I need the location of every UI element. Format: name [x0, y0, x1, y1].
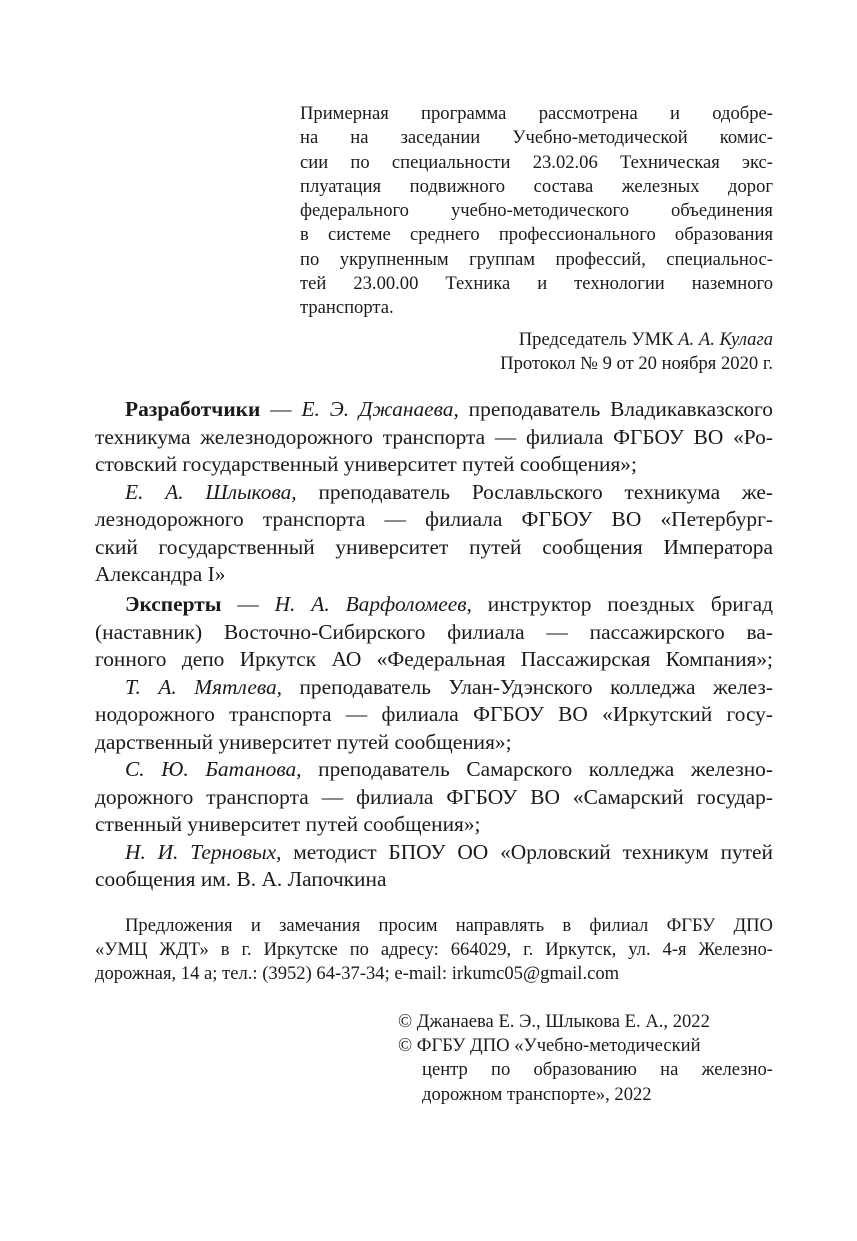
expert-line [95, 674, 773, 702]
approval-paragraph [300, 102, 773, 321]
approval-line: федерального учебно-методического объединения [300, 200, 773, 222]
copyright-line: © Джанаева Е. Э., Шлыкова Е. А., 2022 [398, 1011, 710, 1032]
expert-line [95, 839, 773, 867]
developer-line [95, 396, 773, 424]
copyright-block [398, 1010, 773, 1107]
developer-text: преподаватель Рославльского техникума же- [296, 479, 773, 504]
expert-line: (наставник) Восточно-Сибирского филиала — пассажирского ва- [95, 619, 773, 644]
developer-name: Е. Э. Джанаева, [301, 397, 459, 421]
contact-line: «УМЦ ЖДТ» в г. Иркутске по адресу: 664029, г. Иркутск, ул. 4-я Железно- [95, 939, 773, 961]
approval-signature [300, 328, 773, 377]
developer-line: ский государственный университет путей сообщения Императора [95, 534, 773, 559]
developer-line: лезнодорожного транспорта — филиала ФГБОУ ВО «Петербург- [95, 507, 773, 531]
expert-name: Н. И. Терновых [125, 839, 277, 864]
chair-name: А. А. Кулага [678, 329, 773, 350]
expert-line: дорожного транспорта — филиала ФГБОУ ВО «Самарский государ- [95, 784, 773, 809]
developer-line: Александра I» [95, 562, 226, 586]
expert-line: дарственный университет путей сообщения»; [95, 729, 512, 754]
developer-text: преподаватель Владикавказского [458, 397, 773, 421]
dash: — [221, 592, 275, 616]
expert-name: С. Ю. Батанова, [125, 757, 302, 781]
approval-line: по укрупненным группам профессий, специальнос- [300, 248, 773, 270]
approval-line: на на заседании Учебно-методической комис- [300, 127, 773, 149]
contact-line: Предложения и замечания просим направлять в филиал ФГБУ ДПО [125, 915, 773, 936]
developers-heading: Разработчики [125, 397, 261, 421]
expert-line [95, 591, 773, 619]
experts-section [95, 591, 773, 894]
approval-line: в системе среднего профессионального образования [300, 224, 773, 246]
chair-label: Председатель УМК [518, 329, 679, 350]
developers-section [95, 396, 773, 589]
protocol-line: Протокол № 9 от 20 ноября 2020 г. [500, 353, 773, 375]
expert-line: гонного депо Иркутск АО «Федеральная Пассажирская Компания»; [95, 647, 773, 671]
approval-line: тей 23.00.00 Техника и технологии наземного [300, 273, 773, 295]
developer-name: Е. А. Шлыкова, [125, 479, 297, 504]
expert-text: преподаватель Улан-Удэнского колледжа желез- [282, 674, 773, 699]
expert-text: преподаватель Самарского колледжа железно- [301, 757, 773, 781]
approval-line: плуатация подвижного состава железных дорог [300, 175, 773, 197]
developer-line: техникума железнодорожного транспорта — филиала ФГБОУ ВО «Ро- [95, 424, 773, 449]
contact-paragraph [95, 914, 773, 987]
expert-line: сообщения им. В. А. Лапочкина [95, 867, 387, 891]
expert-name: Т. А. Мятлева, [125, 674, 283, 699]
copyright-line: © ФГБУ ДПО «Учебно-методический [398, 1035, 701, 1057]
chair-line [300, 328, 773, 352]
developer-line [95, 479, 773, 507]
expert-line: ственный университет путей сообщения»; [95, 812, 481, 836]
copyright-line: центр по образованию на железно- [422, 1059, 773, 1081]
expert-text: инструктор поездных бригад [471, 592, 773, 616]
copyright-line: дорожном транспорте», 2022 [422, 1083, 652, 1105]
expert-name: Н. А. Варфоломеев, [274, 592, 472, 616]
approval-line: Примерная программа рассмотрена и одобре- [300, 103, 773, 124]
developer-line: стовский государственный университет путей сообщения»; [95, 452, 637, 476]
contact-line: дорожная, 14 а; тел.: (3952) 64-37-34; e-mail: irkumc05@gmail.com [95, 963, 620, 985]
experts-heading: Эксперты [125, 592, 222, 616]
approval-line: сии по специальности 23.02.06 Техническая экс- [300, 151, 773, 173]
dash: — [260, 397, 302, 421]
expert-line: нодорожного транспорта — филиала ФГБОУ ВО «Иркутский госу- [95, 702, 773, 726]
expert-line [95, 756, 773, 784]
approval-line: транспорта. [300, 297, 394, 319]
expert-text: , методист БПОУ ОО «Орловский техникум путей [276, 839, 773, 864]
